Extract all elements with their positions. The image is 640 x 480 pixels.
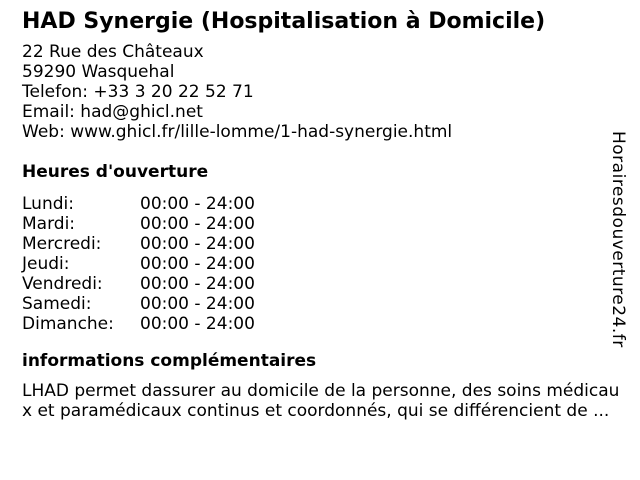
time-value: 00:00 - 24:00 xyxy=(140,234,255,254)
hours-row-saturday xyxy=(22,294,606,314)
hours-row-thursday xyxy=(22,254,606,274)
time-value: 00:00 - 24:00 xyxy=(140,194,255,214)
time-value: 00:00 - 24:00 xyxy=(140,214,255,234)
day-label: Vendredi: xyxy=(22,274,103,294)
address-line-street: 22 Rue des Châteaux xyxy=(22,42,204,62)
day-label: Mardi: xyxy=(22,214,76,234)
info-text-line-2: x et paramédicaux continus et coordonnés, qui se différencient de ... xyxy=(22,401,610,421)
email-line: Email: had@ghicl.net xyxy=(22,102,203,122)
time-value: 00:00 - 24:00 xyxy=(140,254,255,274)
phone-line: Telefon: +33 3 20 22 52 71 xyxy=(22,82,254,102)
day-label: Mercredi: xyxy=(22,234,102,254)
time-value: 00:00 - 24:00 xyxy=(140,274,255,294)
hours-row-monday xyxy=(22,194,606,214)
web-line: Web: www.ghicl.fr/lille-lomme/1-had-synergie.html xyxy=(22,122,453,142)
day-label: Lundi: xyxy=(22,194,74,214)
hours-row-friday xyxy=(22,274,606,294)
site-watermark: Horairesdouverture24.fr xyxy=(608,131,628,348)
info-text-line-1: LHAD permet dassurer au domicile de la personne, des soins médicau xyxy=(22,381,620,401)
day-label: Dimanche: xyxy=(22,314,114,334)
opening-hours-table xyxy=(22,194,606,334)
contact-info xyxy=(22,42,606,142)
day-label: Jeudi: xyxy=(22,254,70,274)
hours-row-tuesday xyxy=(22,214,606,234)
day-label: Samedi: xyxy=(22,294,92,314)
hours-row-sunday xyxy=(22,314,606,334)
hours-row-wednesday xyxy=(22,234,606,254)
address-line-city: 59290 Wasquehal xyxy=(22,62,175,82)
additional-info-heading: informations complémentaires xyxy=(22,351,317,371)
time-value: 00:00 - 24:00 xyxy=(140,314,255,334)
additional-info-text xyxy=(22,381,620,421)
opening-hours-heading: Heures d'ouverture xyxy=(22,162,209,182)
page-title: HAD Synergie (Hospitalisation à Domicile) xyxy=(22,9,546,34)
time-value: 00:00 - 24:00 xyxy=(140,294,255,314)
